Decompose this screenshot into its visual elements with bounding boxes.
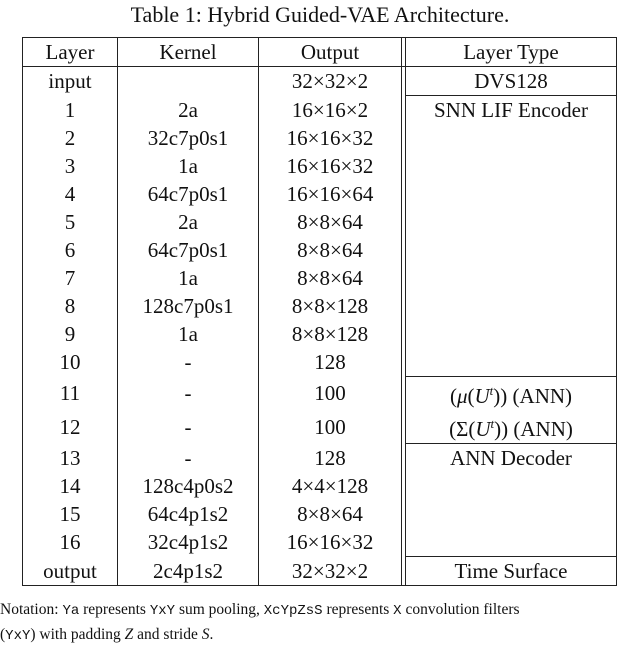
header-kernel: Kernel [118, 38, 259, 67]
table-row [23, 124, 617, 152]
note-text: convolution filters [401, 601, 520, 618]
table-row [23, 67, 617, 96]
note-code: X [393, 603, 402, 619]
cell-type: ANN Decoder [406, 444, 617, 473]
cell-output: 8×8×64 [259, 500, 402, 528]
table-header-row [23, 38, 617, 67]
table-row [23, 528, 617, 557]
cell-layer: output [23, 557, 118, 586]
note-var: Z [124, 626, 134, 643]
table-row [23, 96, 617, 125]
cell-layer: input [23, 67, 118, 96]
note-text: Notation: [0, 601, 63, 618]
cell-output: 32×32×2 [259, 557, 402, 586]
cell-output: 8×8×128 [259, 320, 402, 348]
cell-layer: 7 [23, 264, 118, 292]
table-caption: Table 1: Hybrid Guided-VAE Architecture. [130, 2, 510, 27]
cell-output: 16×16×32 [259, 528, 402, 557]
cell-layer: 13 [23, 444, 118, 473]
cell-type [406, 472, 617, 500]
note-code: YxY [5, 628, 31, 644]
cell-type: $(\mu(U^t))$ (ANN) [406, 377, 617, 411]
cell-type [406, 348, 617, 377]
note-code: XcYpZsS [263, 603, 323, 619]
cell-kernel: 1a [118, 152, 259, 180]
table-row [23, 264, 617, 292]
cell-kernel: 1a [118, 320, 259, 348]
note-text: ) with padding [30, 626, 125, 643]
cell-kernel: 128c4p0s2 [118, 472, 259, 500]
table-row [23, 348, 617, 377]
cell-output: 16×16×32 [259, 124, 402, 152]
cell-layer: 11 [23, 377, 118, 411]
cell-output: 128 [259, 444, 402, 473]
table-row [23, 152, 617, 180]
cell-kernel: 64c7p0s1 [118, 236, 259, 264]
note-var: S [201, 626, 210, 643]
cell-type [406, 292, 617, 320]
table-row [23, 500, 617, 528]
table-row [23, 410, 617, 444]
cell-type: SNN LIF Encoder [406, 96, 617, 125]
table-row [23, 444, 617, 473]
table-row [23, 320, 617, 348]
cell-layer: 4 [23, 180, 118, 208]
cell-kernel [118, 67, 259, 96]
note-text: . [209, 626, 214, 643]
cell-output: 4×4×128 [259, 472, 402, 500]
note-code: Ya [62, 603, 80, 619]
cell-kernel: 2a [118, 96, 259, 125]
cell-type [406, 500, 617, 528]
cell-layer: 16 [23, 528, 118, 557]
table-row [23, 557, 617, 586]
cell-kernel: - [118, 444, 259, 473]
table-row [23, 292, 617, 320]
table-row [23, 236, 617, 264]
cell-layer: 3 [23, 152, 118, 180]
header-layer: Layer [23, 38, 118, 67]
cell-type [406, 264, 617, 292]
cell-type: DVS128 [406, 67, 617, 96]
cell-type [406, 124, 617, 152]
cell-type [406, 208, 617, 236]
cell-type [406, 236, 617, 264]
cell-type [406, 180, 617, 208]
table-row [23, 180, 617, 208]
table-row [23, 472, 617, 500]
cell-layer: 5 [23, 208, 118, 236]
cell-output: 32×32×2 [259, 67, 402, 96]
cell-kernel: 32c4p1s2 [118, 528, 259, 557]
cell-type: Time Surface [406, 557, 617, 586]
note-code: YxY [149, 603, 176, 619]
cell-output: 16×16×64 [259, 180, 402, 208]
cell-type [406, 528, 617, 557]
cell-output: 100 [259, 377, 402, 411]
cell-output: 16×16×2 [259, 96, 402, 125]
note-text: and stride [133, 626, 202, 643]
notation-footnote [0, 598, 640, 648]
cell-kernel: 64c4p1s2 [118, 500, 259, 528]
header-layer-type: Layer Type [406, 38, 617, 67]
cell-type [406, 152, 617, 180]
cell-output: 128 [259, 348, 402, 377]
cell-kernel: 64c7p0s1 [118, 180, 259, 208]
cell-output: 8×8×128 [259, 292, 402, 320]
note-text: sum pooling, [175, 601, 264, 618]
note-text: represents [322, 601, 394, 618]
cell-layer: 8 [23, 292, 118, 320]
header-output: Output [259, 38, 402, 67]
cell-kernel: - [118, 410, 259, 444]
cell-layer: 12 [23, 410, 118, 444]
cell-type [406, 320, 617, 348]
cell-layer: 2 [23, 124, 118, 152]
cell-kernel: 32c7p0s1 [118, 124, 259, 152]
cell-layer: 6 [23, 236, 118, 264]
cell-kernel: - [118, 348, 259, 377]
cell-kernel: 1a [118, 264, 259, 292]
cell-kernel: 128c7p0s1 [118, 292, 259, 320]
table-row [23, 208, 617, 236]
cell-output: 8×8×64 [259, 236, 402, 264]
cell-layer: 14 [23, 472, 118, 500]
cell-layer: 15 [23, 500, 118, 528]
cell-output: 8×8×64 [259, 208, 402, 236]
cell-layer: 1 [23, 96, 118, 125]
cell-output: 100 [259, 410, 402, 444]
cell-output: 8×8×64 [259, 264, 402, 292]
note-text: represents [79, 601, 150, 618]
cell-layer: 10 [23, 348, 118, 377]
cell-kernel: 2a [118, 208, 259, 236]
cell-output: 16×16×32 [259, 152, 402, 180]
table-row [23, 377, 617, 411]
cell-kernel: 2c4p1s2 [118, 557, 259, 586]
architecture-table [22, 37, 617, 586]
note-text: ( [0, 626, 6, 643]
cell-kernel: - [118, 377, 259, 411]
cell-layer: 9 [23, 320, 118, 348]
cell-type: $(\Sigma(U^t))$ (ANN) [406, 410, 617, 444]
